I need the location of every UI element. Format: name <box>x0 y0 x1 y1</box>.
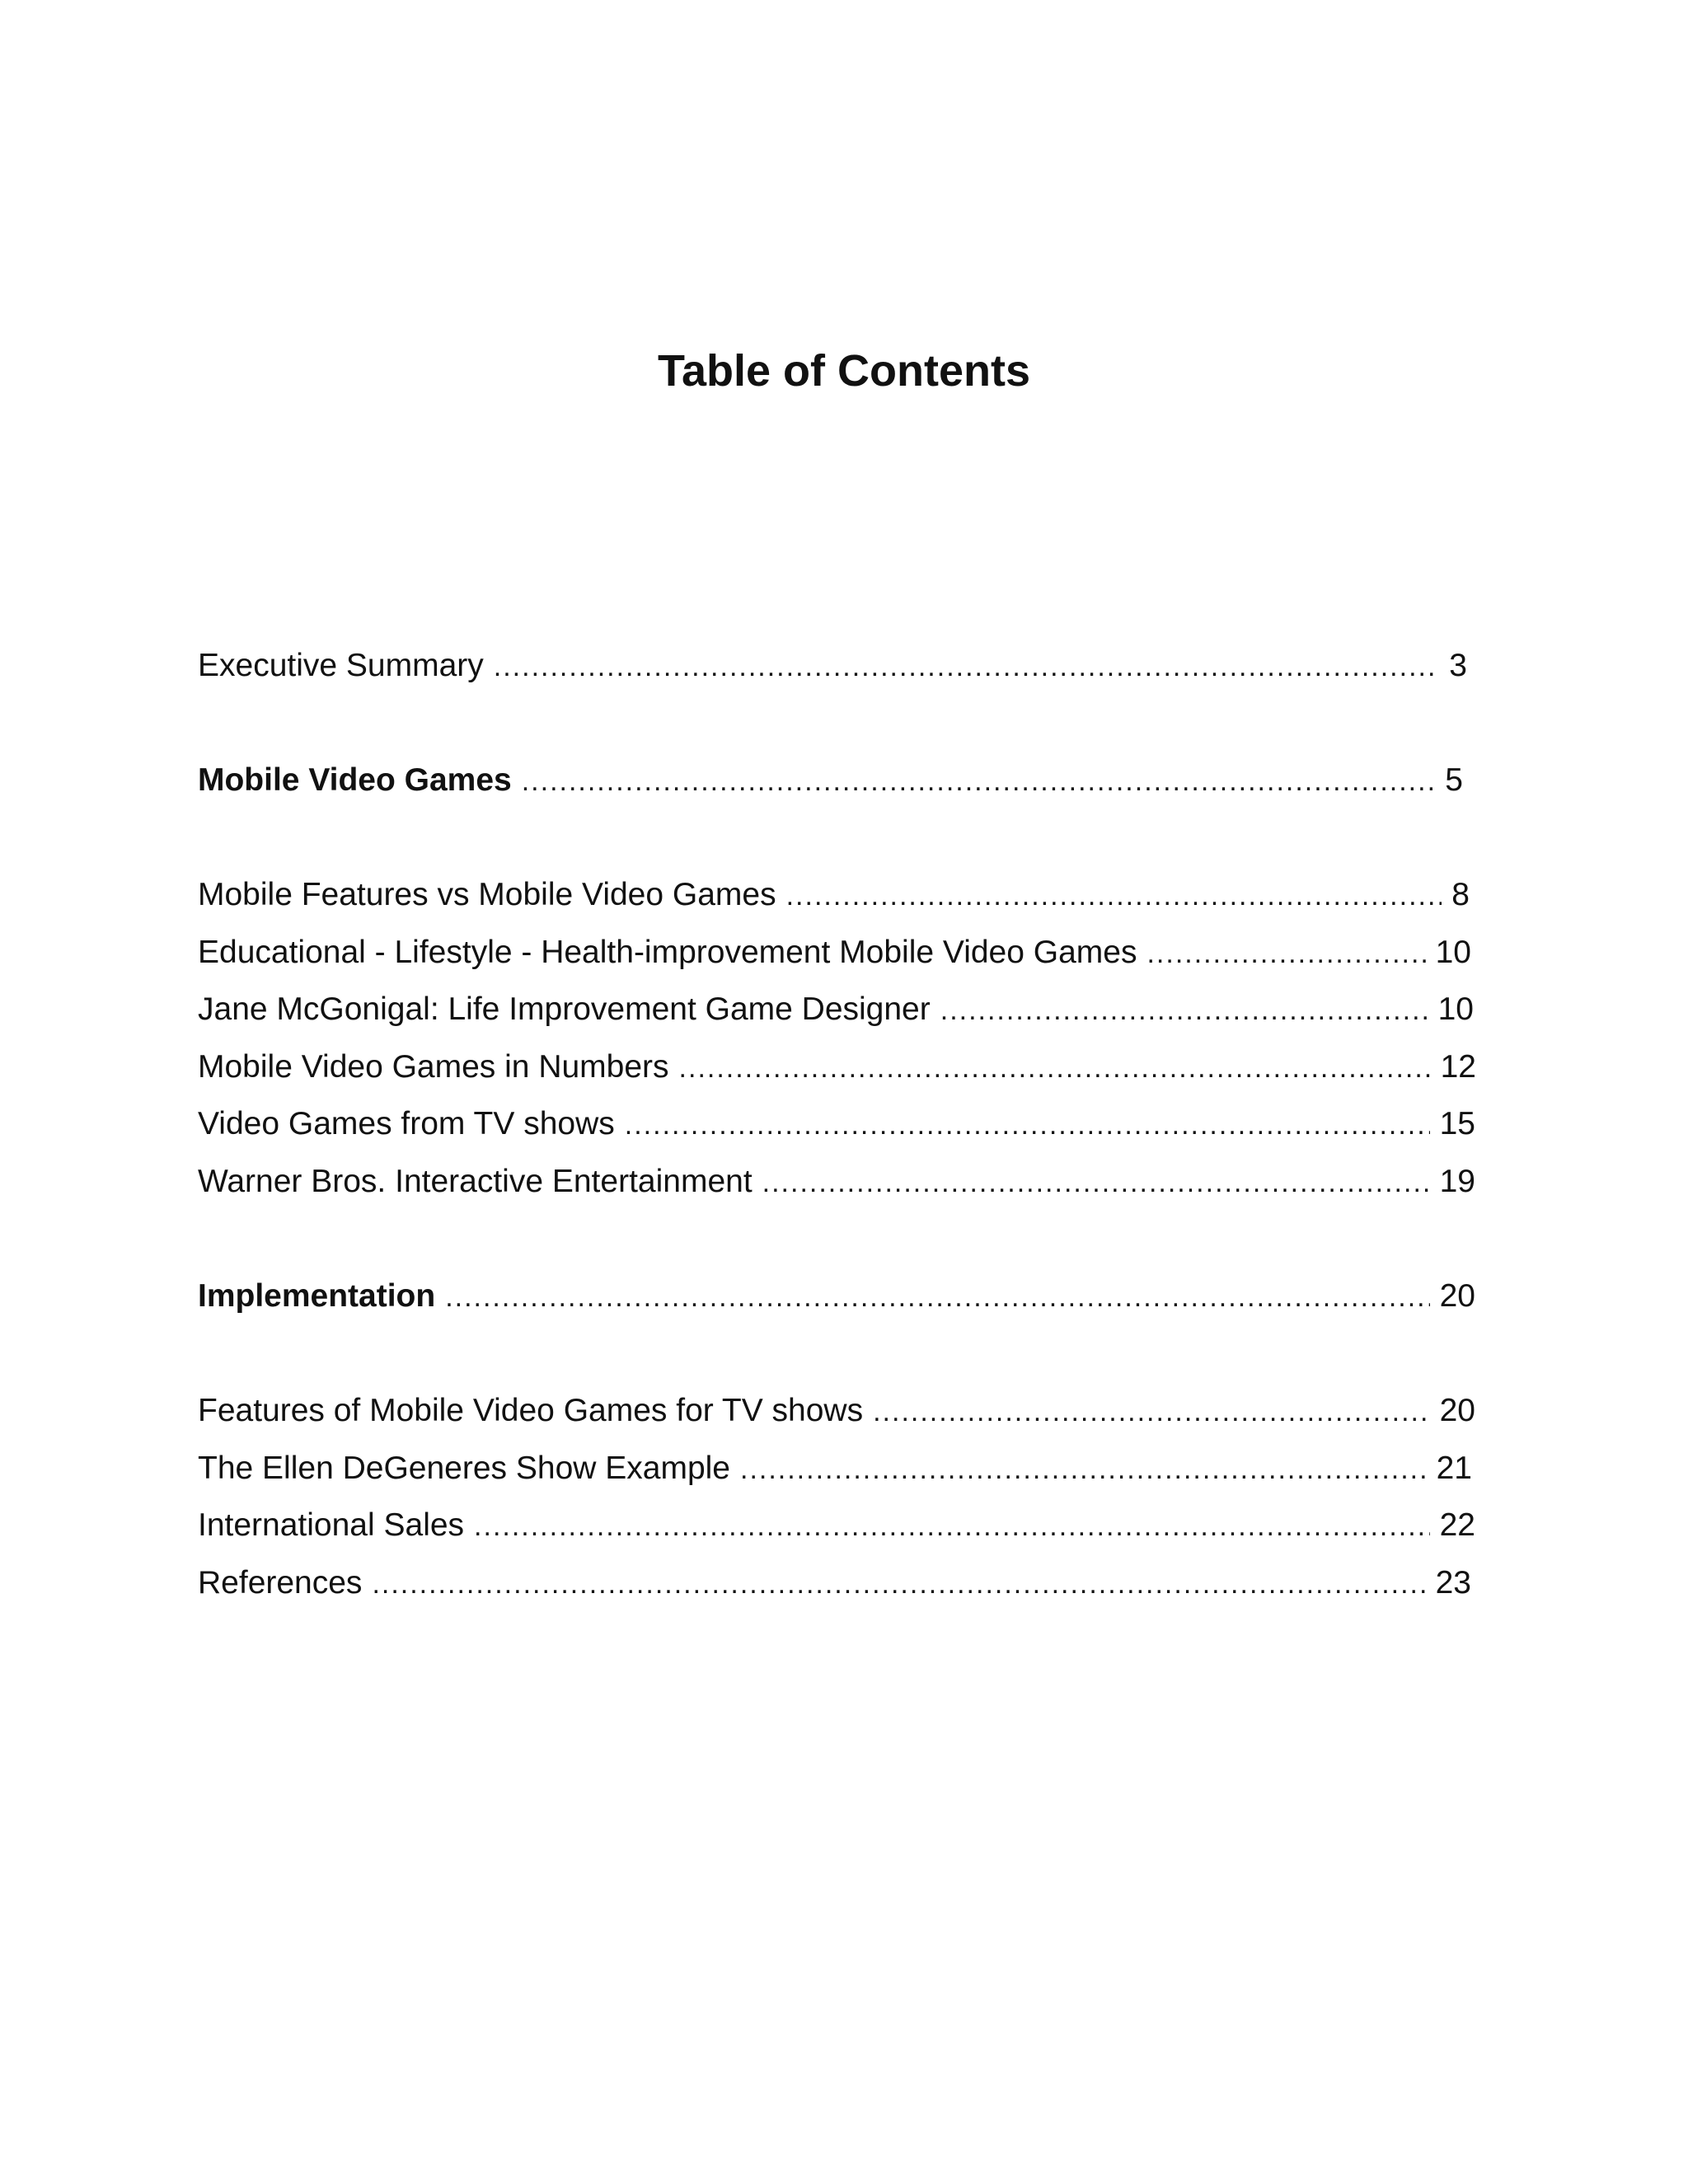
toc-entry-page: 5 <box>1445 762 1463 798</box>
toc-entry-mobile-features <box>198 874 1470 916</box>
toc-entry-page: 8 <box>1451 877 1470 912</box>
toc-entry-jane-mcgonigal <box>198 988 1474 1031</box>
leader-dots <box>786 874 1442 916</box>
leader-dots <box>522 760 1436 802</box>
page-title: Table of Contents <box>658 346 1030 396</box>
toc-entry-executive-summary <box>198 644 1467 687</box>
leader-dots <box>494 645 1440 687</box>
toc-entry-label: Mobile Features vs Mobile Video Games <box>198 877 776 912</box>
leader-dots <box>740 1448 1427 1490</box>
toc-entry-educational <box>198 931 1471 974</box>
toc-entry-label: Mobile Video Games <box>198 762 512 798</box>
toc-entry-video-games-tv <box>198 1103 1475 1146</box>
toc-entry-label: Mobile Video Games in Numbers <box>198 1049 669 1085</box>
toc-entry-international-sales <box>198 1504 1475 1547</box>
toc-entry-features-tv-shows <box>198 1390 1475 1432</box>
toc-entry-label: Jane McGonigal: Life Improvement Game Designer <box>198 991 931 1027</box>
toc-entry-page: 22 <box>1439 1507 1475 1543</box>
toc-entry-label: Executive Summary <box>198 648 484 683</box>
toc-entry-label: Implementation <box>198 1278 436 1314</box>
toc-entry-label: The Ellen DeGeneres Show Example <box>198 1451 730 1486</box>
toc-entry-page: 21 <box>1436 1451 1472 1486</box>
toc-entry-page: 3 <box>1449 648 1467 683</box>
leader-dots <box>372 1563 1425 1605</box>
toc-entry-ellen-degeneres <box>198 1447 1472 1490</box>
toc-entry-label: Features of Mobile Video Games for TV shows <box>198 1393 864 1428</box>
toc-entry-label: Educational - Lifestyle - Health-improvement Mobile Video Games <box>198 935 1137 970</box>
toc-entry-page: 15 <box>1439 1106 1475 1141</box>
toc-entry-label: References <box>198 1565 363 1601</box>
toc-entry-page: 20 <box>1439 1278 1475 1314</box>
leader-dots <box>1146 932 1425 974</box>
toc-entry-implementation <box>198 1275 1475 1318</box>
toc-entry-references <box>198 1562 1471 1605</box>
leader-dots <box>625 1104 1430 1146</box>
toc-entry-mobile-games-numbers <box>198 1046 1476 1089</box>
leader-dots <box>940 989 1428 1031</box>
toc-entry-label: International Sales <box>198 1507 465 1543</box>
toc-entry-page: 10 <box>1435 935 1471 970</box>
toc-entry-page: 10 <box>1437 991 1474 1027</box>
toc-entry-label: Warner Bros. Interactive Entertainment <box>198 1164 753 1199</box>
leader-dots <box>762 1161 1430 1203</box>
leader-dots <box>474 1505 1430 1547</box>
toc-entry-page: 20 <box>1439 1393 1475 1428</box>
leader-dots <box>445 1276 1429 1318</box>
leader-dots <box>679 1047 1431 1089</box>
toc-entry-label: Video Games from TV shows <box>198 1106 615 1141</box>
toc-entry-mobile-video-games <box>198 759 1463 802</box>
toc-entry-warner-bros <box>198 1160 1475 1203</box>
toc-entry-page: 12 <box>1440 1049 1476 1085</box>
toc-entry-page: 19 <box>1439 1164 1475 1199</box>
toc-entry-page: 23 <box>1435 1565 1471 1601</box>
leader-dots <box>873 1390 1430 1432</box>
